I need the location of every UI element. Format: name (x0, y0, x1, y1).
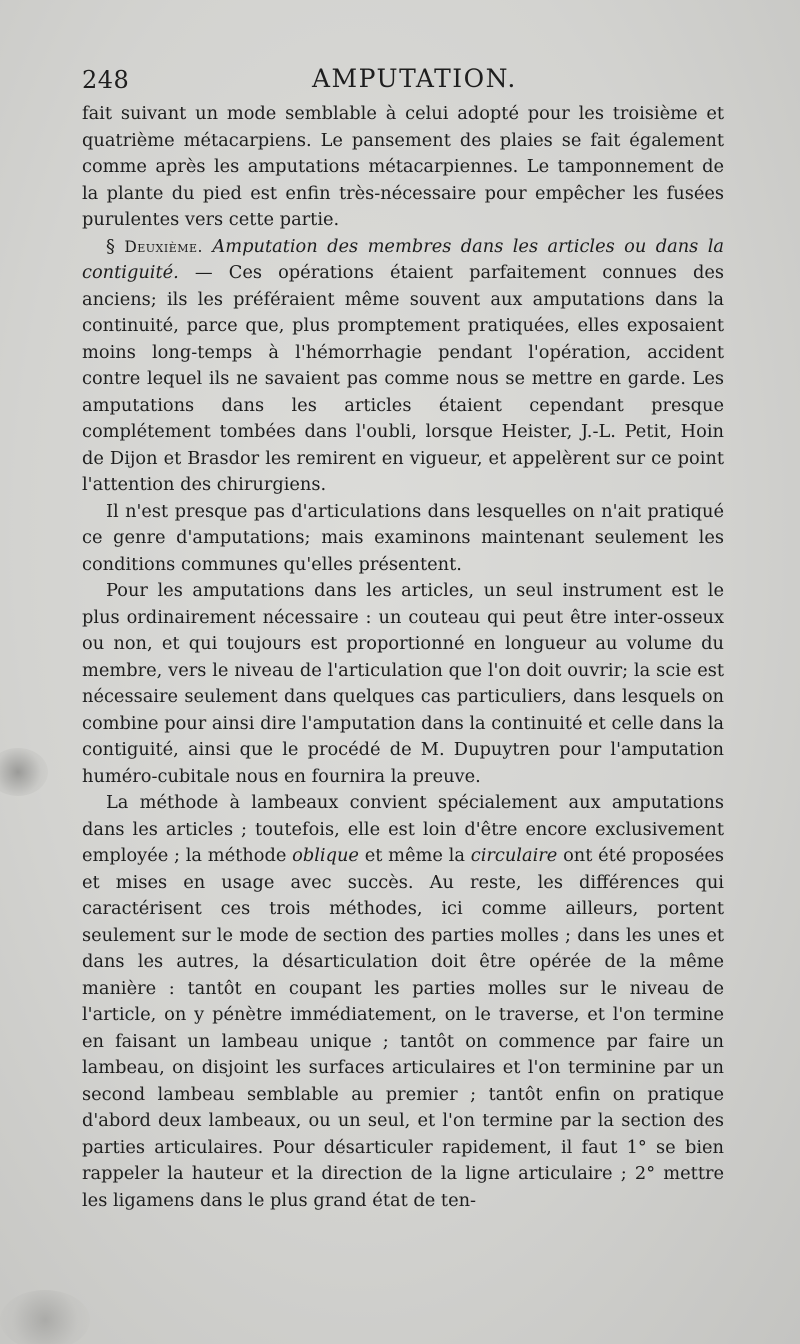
paragraph-articulations: Il n'est presque pas d'articulations dans lesquelles on n'ait pratiqué ce genre d'amputations; mais examinons maintenant seulement les conditions communes qu'elles présentent. (82, 500, 724, 575)
page-header (82, 62, 722, 98)
paragraph-text: et même la (364, 845, 465, 866)
section-symbol: § (106, 235, 115, 257)
paragraph-text: La méthode à lambeaux convient spécialement aux amputations dans les articles ; toutefois, elle est loin d'être encore exclusivement employée ; la méthode (82, 792, 724, 866)
body-text (82, 101, 724, 1214)
section-label: Deuxième. (124, 237, 203, 256)
paper-stain (0, 1290, 90, 1344)
paragraph-text: ont été proposées et mises en usage avec succès. Au reste, les différences qui caractérisent ces trois méthodes, ici comme ailleurs, portent seulement sur le mode de section des parties molles ; dans les unes et dans les autres, la désarticulation doit être opérée de la même manière : tantôt en coupant les parties molles sur le niveau de l'article, on y pénètre immédiatement, on le traverse, et l'on termine en faisant un lambeau unique ; tantôt on commence par faire un lambeau, on disjoint les surfaces articulaires et l'on terminine par un second lambeau semblable au premier ; tantôt enfin on pratique d'abord deux lambeaux, ou un seul, et l'on termine par la section des parties articulaires. Pour désarticuler rapidement, il faut 1° se bien rappeler la hauteur et la direction de la ligne articulaire ; 2° mettre les ligamens dans le plus grand état de ten- (82, 845, 725, 1211)
emphasis-circulaire: circulaire (470, 845, 558, 866)
page-number: 248 (82, 66, 130, 94)
section-heading: Amputation des membres dans les articles ou dans la contiguité. (82, 235, 725, 283)
paragraph-continuation: fait suivant un mode semblable à celui adopté pour les troisième et quatrième métacarpiens. Le pansement des plaies se fait également comme après les amputations métacarpiennes. Le tamponnement de la plante du pied est enfin très-nécessaire pour empêcher les fusées purulentes vers cette partie. (82, 103, 724, 230)
paragraph-instruments: Pour les amputations dans les articles, un seul instrument est le plus ordinairement nécessaire : un couteau qui peut être inter-osseux ou non, et qui toujours est proportionné en longueur au volume du membre, vers le niveau de l'articulation que l'on doit ouvrir; la scie est nécessaire seulement dans quelques cas particuliers, dans lesquels on combine pour ainsi dire l'amputation dans la continuité et celle dans la contiguité, ainsi que le procédé de M. Dupuytren pour l'amputation huméro-cubitale nous en fournira la preuve. (82, 580, 724, 787)
emphasis-oblique: oblique (292, 845, 359, 866)
paragraph-methode-lambeaux (82, 790, 724, 1214)
paragraph-section-deuxieme (82, 234, 724, 499)
paper-stain (0, 748, 48, 796)
running-title: AMPUTATION. (312, 64, 517, 93)
section-text: — Ces opérations étaient parfaitement connues des anciens; ils les préféraient même souvent aux amputations dans la continuité, parce que, plus promptement pratiquées, elles exposaient moins long-temps à l'hémorrhagie pendant l'opération, accident contre lequel ils ne savaient pas comme nous se mettre en garde. Les amputations dans les articles étaient cependant presque complétement tombées dans l'oubli, lorsque Heister, J.-L. Petit, Hoin de Dijon et Brasdor les remirent en vigueur, et appelèrent sur ce point l'attention des chirurgiens. (82, 262, 724, 495)
